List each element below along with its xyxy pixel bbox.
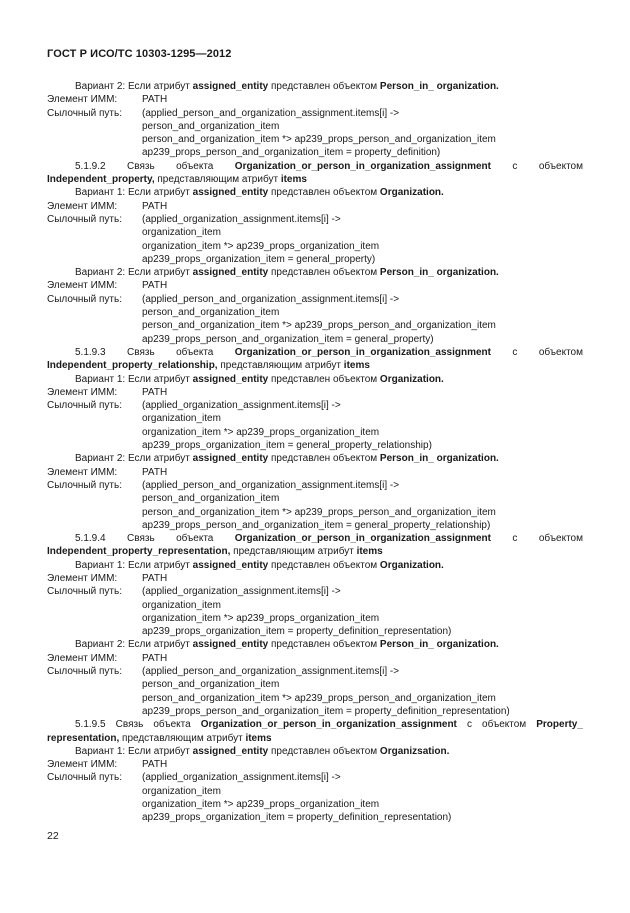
text-line <box>0 333 630 346</box>
variant-mid: представлен объектом <box>268 453 380 465</box>
reference-path-continuation: ap239_props_person_and_organization_item = general_property_relationship) <box>142 519 491 531</box>
reference-path-label: Сылочный путь: <box>47 586 122 598</box>
variant-mid: представлен объектом <box>268 81 380 92</box>
heading-word: Связь <box>127 533 155 545</box>
heading-word: с <box>512 346 518 358</box>
heading-word: 5.1.9.3 <box>75 346 106 358</box>
reference-path-label: Сылочный путь: <box>47 213 122 225</box>
text-line <box>0 745 630 758</box>
reference-path-continuation: ap239_props_person_and_organization_item = property_definition) <box>142 147 441 159</box>
reference-path-value: (applied_organization_assignment.items[i] -> <box>142 772 341 784</box>
attribute-name: assigned_entity <box>192 187 269 199</box>
variant-prefix: Вариант 2: Если атрибут <box>75 453 193 465</box>
reference-path-continuation: ap239_props_person_and_organization_item = general_property) <box>142 333 434 345</box>
variant-prefix: Вариант 1: Если атрибут <box>75 373 193 385</box>
text-line <box>0 412 630 425</box>
reference-path-value: (applied_person_and_organization_assignment.items[i] -> <box>142 293 400 305</box>
variant-line <box>75 559 444 572</box>
arm-element-label: Элемент ИММ: <box>47 759 118 771</box>
attribute-name: items <box>343 360 370 372</box>
arm-element-value: PATH <box>142 200 168 212</box>
reference-path-label: Сылочный путь: <box>47 400 122 412</box>
variant-mid: представлен объектом <box>268 559 380 571</box>
text-line <box>0 665 630 678</box>
variant-mid: представлен объектом <box>268 373 380 385</box>
reference-path-continuation: organization_item *> ap239_props_organization_item <box>142 612 380 624</box>
entity-name: representation, <box>47 732 120 744</box>
reference-path-label: Сылочный путь: <box>47 107 122 119</box>
text-line <box>0 678 630 691</box>
text-line <box>0 373 630 386</box>
text-line <box>0 612 630 625</box>
heading-word: объектом <box>482 719 527 731</box>
text-line <box>0 253 630 266</box>
text-line <box>0 319 630 332</box>
heading-word: с <box>512 533 518 545</box>
heading-word: объекта <box>176 346 214 358</box>
text-line <box>0 120 630 133</box>
arm-element-label: Элемент ИММ: <box>47 280 118 292</box>
reference-path-continuation: organization_item <box>142 785 221 797</box>
section-heading <box>75 718 583 731</box>
heading-word: с <box>466 719 472 731</box>
variant-prefix: Вариант 1: Если атрибут <box>75 745 193 757</box>
heading-word: объекта <box>176 533 214 545</box>
reference-path-value: (applied_person_and_organization_assignment.items[i] -> <box>142 107 400 119</box>
reference-path-continuation: ap239_props_organization_item = general_property) <box>142 253 376 265</box>
text-line <box>0 771 630 784</box>
text-line <box>0 386 630 399</box>
heading-word: объектом <box>538 533 583 545</box>
reference-path-label: Сылочный путь: <box>47 772 122 784</box>
attribute-name: assigned_entity <box>192 453 269 465</box>
document-body <box>0 80 630 825</box>
entity-name: Organization_or_person_in_organization_assignment <box>200 719 457 731</box>
heading-word: Связь <box>127 346 155 358</box>
text-line <box>0 638 630 651</box>
text-line <box>0 732 630 745</box>
text-line <box>0 439 630 452</box>
section-heading <box>75 160 583 173</box>
text-line <box>0 186 630 199</box>
attribute-name: assigned_entity <box>192 639 269 651</box>
reference-path-label: Сылочный путь: <box>47 293 122 305</box>
entity-name: Property_ <box>536 719 583 731</box>
reference-path-continuation: ap239_props_organization_item = property_definition_representation) <box>142 812 452 824</box>
reference-path-continuation: organization_item <box>142 227 221 239</box>
variant-line <box>75 373 444 386</box>
heading-word: с <box>512 160 518 172</box>
entity-name: Organization_or_person_in_organization_assignment <box>234 160 491 172</box>
text-line <box>0 426 630 439</box>
text-line <box>0 758 630 771</box>
reference-path-continuation: person_and_organization_item <box>142 307 280 319</box>
variant-line <box>75 266 499 279</box>
reference-path-continuation: person_and_organization_item *> ap239_props_person_and_organization_item <box>142 134 496 146</box>
arm-element-value: PATH <box>142 280 168 292</box>
text-line <box>0 811 630 824</box>
heading-text: представляющим атрибут <box>119 732 246 744</box>
section-heading-continuation <box>47 173 307 186</box>
text-line <box>0 399 630 412</box>
reference-path-continuation: person_and_organization_item <box>142 493 280 505</box>
reference-path-label: Сылочный путь: <box>47 666 122 678</box>
reference-path-continuation: person_and_organization_item <box>142 679 280 691</box>
entity-name: Organization. <box>379 373 444 385</box>
section-heading-continuation <box>47 732 272 745</box>
text-line <box>0 452 630 465</box>
text-line <box>0 479 630 492</box>
variant-mid: представлен объектом <box>268 745 380 757</box>
text-line <box>0 266 630 279</box>
reference-path-continuation: organization_item <box>142 599 221 611</box>
reference-path-continuation: organization_item *> ap239_props_organization_item <box>142 799 380 811</box>
text-line <box>0 359 630 372</box>
heading-word: 5.1.9.2 <box>75 160 106 172</box>
text-line <box>0 240 630 253</box>
attribute-name: assigned_entity <box>192 81 269 92</box>
section-heading <box>75 532 583 545</box>
entity-name: Person_in_ organization. <box>379 267 499 279</box>
arm-element-value: PATH <box>142 466 168 478</box>
entity-name: Organization_or_person_in_organization_assignment <box>234 533 491 545</box>
text-line <box>0 93 630 106</box>
text-line <box>0 532 630 545</box>
text-line <box>0 200 630 213</box>
text-line <box>0 133 630 146</box>
variant-mid: представлен объектом <box>268 639 380 651</box>
text-line <box>0 346 630 359</box>
reference-path-continuation: person_and_organization_item *> ap239_props_person_and_organization_item <box>142 692 496 704</box>
heading-text: представляющим атрибут <box>217 360 344 372</box>
variant-prefix: Вариант 1: Если атрибут <box>75 559 193 571</box>
entity-name: Person_in_ organization. <box>379 453 499 465</box>
text-line <box>0 173 630 186</box>
text-line <box>0 585 630 598</box>
attribute-name: items <box>280 174 307 186</box>
entity-name: Organization. <box>379 559 444 571</box>
variant-prefix: Вариант 2: Если атрибут <box>75 267 193 279</box>
attribute-name: items <box>245 732 272 744</box>
text-line <box>0 652 630 665</box>
text-line <box>0 718 630 731</box>
heading-text: представляющим атрибут <box>230 546 357 558</box>
entity-name: Organization_or_person_in_organization_assignment <box>234 346 491 358</box>
reference-path-label: Сылочный путь: <box>47 479 122 491</box>
text-line <box>0 160 630 173</box>
attribute-name: assigned_entity <box>192 559 269 571</box>
heading-word: Связь <box>115 719 144 731</box>
text-line <box>0 279 630 292</box>
text-line <box>0 506 630 519</box>
entity-name: Person_in_ organization. <box>379 639 499 651</box>
text-line <box>0 306 630 319</box>
heading-word: 5.1.9.4 <box>75 533 106 545</box>
variant-line <box>75 745 449 758</box>
attribute-name: assigned_entity <box>192 267 269 279</box>
variant-mid: представлен объектом <box>268 267 380 279</box>
reference-path-continuation: organization_item <box>142 413 221 425</box>
arm-element-value: PATH <box>142 386 168 398</box>
reference-path-continuation: person_and_organization_item <box>142 120 280 132</box>
text-line <box>0 80 630 93</box>
text-line <box>0 625 630 638</box>
text-line <box>0 146 630 159</box>
entity-name: Organization. <box>379 187 444 199</box>
arm-element-label: Элемент ИММ: <box>47 572 118 584</box>
heading-word: 5.1.9.5 <box>75 719 106 731</box>
entity-name: Independent_property_relationship, <box>47 360 218 372</box>
text-line <box>0 466 630 479</box>
reference-path-continuation: organization_item *> ap239_props_organization_item <box>142 426 380 438</box>
reference-path-value: (applied_person_and_organization_assignment.items[i] -> <box>142 666 400 678</box>
text-line <box>0 798 630 811</box>
text-line <box>0 692 630 705</box>
reference-path-value: (applied_person_and_organization_assignment.items[i] -> <box>142 479 400 491</box>
text-line <box>0 519 630 532</box>
variant-line <box>75 638 499 651</box>
reference-path-continuation: ap239_props_organization_item = general_property_relationship) <box>142 440 432 452</box>
text-line <box>0 226 630 239</box>
reference-path-continuation: organization_item *> ap239_props_organization_item <box>142 240 380 252</box>
text-line <box>0 545 630 558</box>
arm-element-label: Элемент ИММ: <box>47 466 118 478</box>
text-line <box>0 293 630 306</box>
text-line <box>0 572 630 585</box>
heading-word: объекта <box>176 160 214 172</box>
attribute-name: assigned_entity <box>192 745 269 757</box>
variant-mid: представлен объектом <box>268 187 380 199</box>
arm-element-label: Элемент ИММ: <box>47 652 118 664</box>
reference-path-continuation: ap239_props_organization_item = property_definition_representation) <box>142 626 452 638</box>
variant-line <box>75 452 499 465</box>
variant-prefix: Вариант 1: Если атрибут <box>75 187 193 199</box>
entity-name: Independent_property, <box>47 174 155 186</box>
variant-prefix: Вариант 2: Если атрибут <box>75 639 193 651</box>
variant-line <box>75 80 499 93</box>
entity-name: Independent_property_representation, <box>47 546 231 558</box>
arm-element-value: PATH <box>142 572 168 584</box>
text-line <box>0 599 630 612</box>
heading-word: Связь <box>127 160 155 172</box>
attribute-name: items <box>356 546 383 558</box>
page-number: 22 <box>47 830 59 842</box>
arm-element-value: PATH <box>142 759 168 771</box>
variant-line <box>75 186 444 199</box>
arm-element-label: Элемент ИММ: <box>47 386 118 398</box>
reference-path-continuation: person_and_organization_item *> ap239_props_person_and_organization_item <box>142 320 496 332</box>
text-line <box>0 785 630 798</box>
attribute-name: assigned_entity <box>192 373 269 385</box>
text-line <box>0 492 630 505</box>
reference-path-value: (applied_organization_assignment.items[i] -> <box>142 586 341 598</box>
text-line <box>0 107 630 120</box>
section-heading-continuation <box>47 359 370 372</box>
arm-element-label: Элемент ИММ: <box>47 94 118 106</box>
arm-element-label: Элемент ИММ: <box>47 200 118 212</box>
heading-text: представляющим атрибут <box>154 174 281 186</box>
entity-name: Person_in_ organization. <box>379 81 499 92</box>
heading-word: объекта <box>153 719 191 731</box>
arm-element-value: PATH <box>142 652 168 664</box>
text-line <box>0 559 630 572</box>
variant-prefix: Вариант 2: Если атрибут <box>75 81 193 92</box>
section-heading <box>75 346 583 359</box>
section-heading-continuation <box>47 545 383 558</box>
reference-path-continuation: person_and_organization_item *> ap239_props_person_and_organization_item <box>142 506 496 518</box>
arm-element-value: PATH <box>142 94 168 106</box>
reference-path-value: (applied_organization_assignment.items[i] -> <box>142 213 341 225</box>
reference-path-continuation: ap239_props_person_and_organization_item = property_definition_representation) <box>142 705 510 717</box>
text-line <box>0 213 630 226</box>
heading-word: объектом <box>538 346 583 358</box>
heading-word: объектом <box>538 160 583 172</box>
text-line <box>0 705 630 718</box>
page-header: ГОСТ Р ИСО/ТС 10303-1295—2012 <box>47 48 232 60</box>
entity-name: Organizsation. <box>379 745 450 757</box>
reference-path-value: (applied_organization_assignment.items[i] -> <box>142 400 341 412</box>
